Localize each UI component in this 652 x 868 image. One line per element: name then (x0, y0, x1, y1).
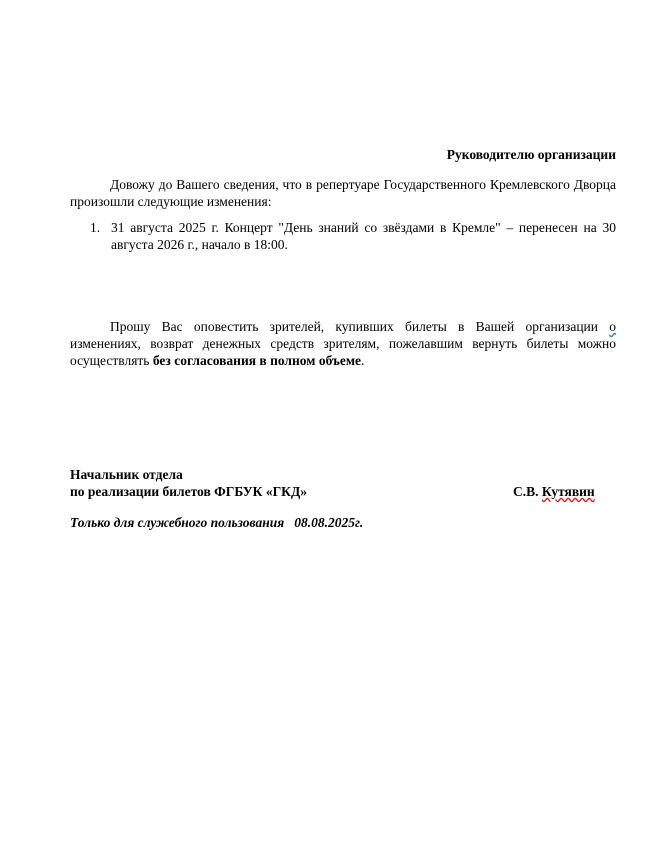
signatory-title-line2: по реализации билетов ФГБУК «ГКД» (70, 484, 308, 499)
signatory-name (513, 483, 595, 500)
list-item-text: 31 августа 2025 г. Концерт "День знаний со звёздами в Кремле" – перенесен на 30 августа 2026 г., начало в 18:00. (111, 220, 616, 252)
footer-date: 08.08.2025г. (294, 515, 364, 530)
signatory-initials: С.В. (513, 484, 539, 499)
request-text-mid: изменениях, возврат денежных средств зрителям, пожелавшим вернуть билеты можно осуществлять (70, 336, 616, 368)
intro-paragraph (70, 176, 616, 210)
footer-label: Только для служебного пользования (70, 515, 285, 530)
addressee: Руководителю организации (446, 147, 616, 162)
request-text-bold: без согласования в полном объеме (152, 353, 362, 368)
signatory-title (70, 466, 307, 500)
request-paragraph (70, 318, 616, 369)
list-item-number: 1. (90, 220, 101, 235)
footer-note (70, 514, 363, 531)
intro-text: Довожу до Вашего сведения, что в репертуаре Государственного Кремлевского Дворца произошли следующие изменения: (70, 177, 616, 209)
request-text-end: . (361, 353, 365, 368)
request-text-start: Прошу Вас оповестить зрителей, купивших билеты в Вашей организации (110, 319, 598, 334)
signatory-title-line1: Начальник отдела (70, 467, 183, 482)
signatory-surname: Кутявин (541, 484, 595, 499)
request-text-o: о (609, 319, 616, 334)
list-item (90, 219, 616, 253)
changes-list (90, 219, 616, 253)
